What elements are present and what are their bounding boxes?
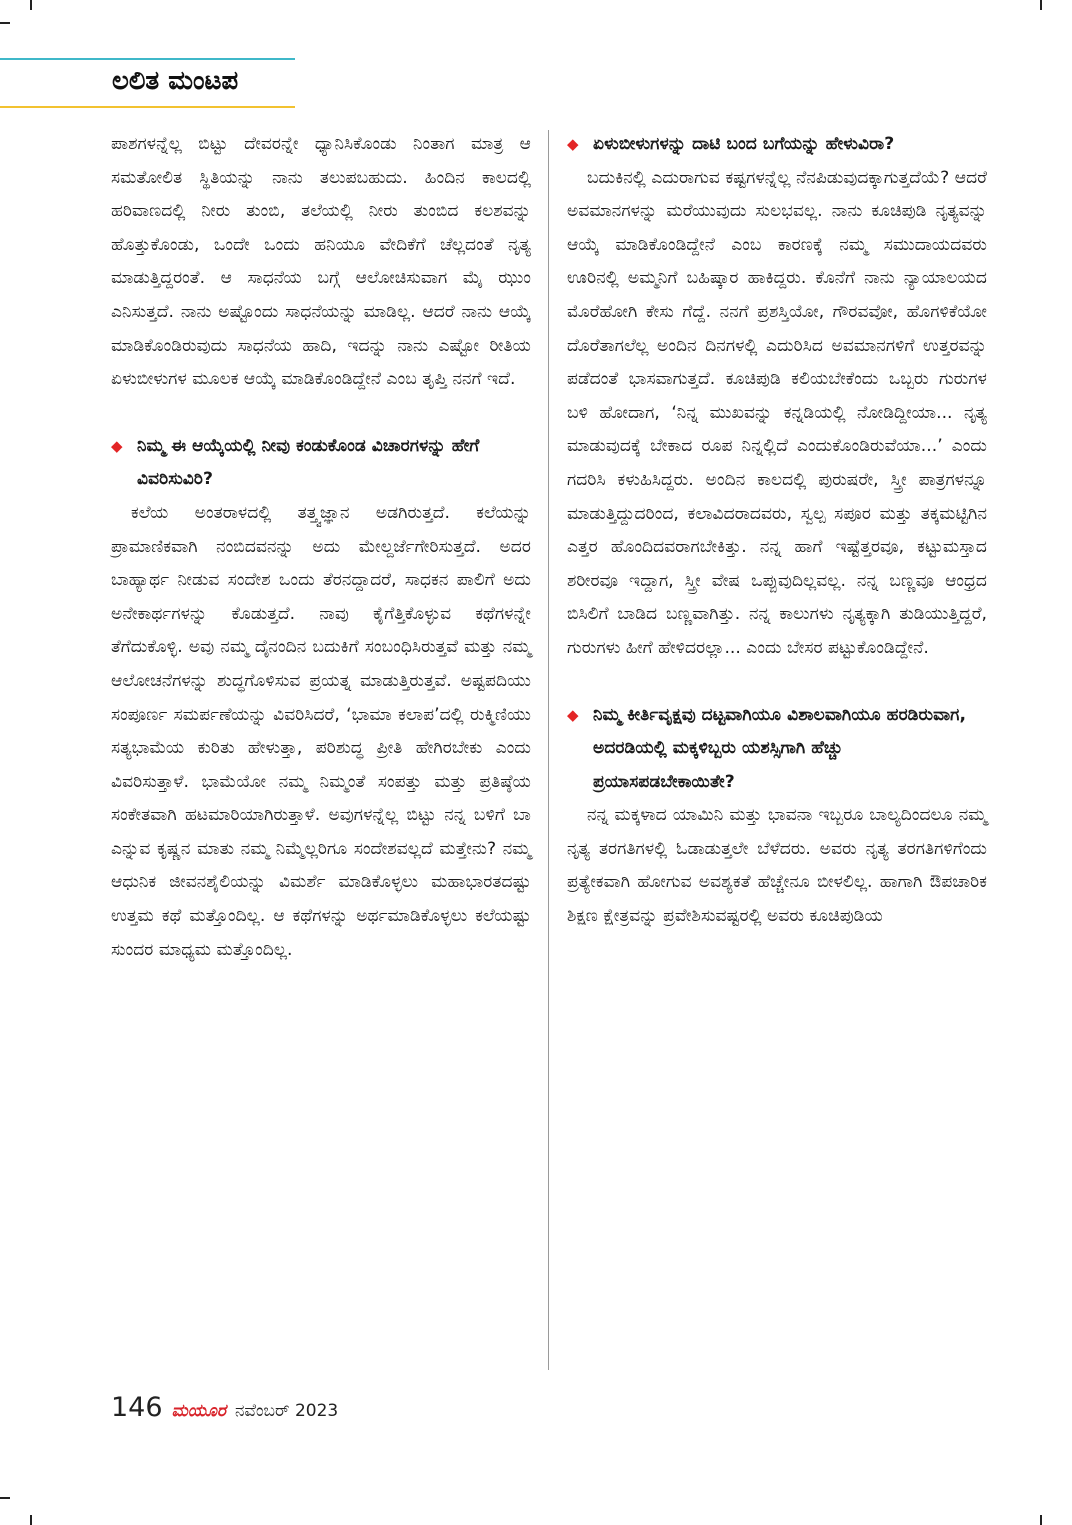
crop-mark — [30, 1515, 32, 1525]
question-text: ನಿಮ್ಮ ಈ ಆಯ್ಕೆಯಲ್ಲಿ ನೀವು ಕಂಡುಕೊಂಡ ವಿಚಾರಗಳನ್ನು ಹೇಗೆ ವಿವರಿಸುವಿರಿ? — [137, 435, 480, 490]
crop-mark — [0, 22, 10, 24]
section-title: ಲಲಿತ ಮಂಟಪ — [112, 66, 239, 96]
page-number: 146 — [111, 1392, 163, 1423]
article-paragraph: ಬದುಕಿನಲ್ಲಿ ಎದುರಾಗುವ ಕಷ್ಟಗಳನ್ನೆಲ್ಲ ನೆನಪಿಡುವುದಕ್ಕಾಗುತ್ತದೆಯೆ? ಆದರೆ ಅವಮಾನಗಳನ್ನು ಮರೆಯುವುದು ಸುಲಭವಲ್ಲ. ನಾನು ಕೂಚಿಪುಡಿ ನೃತ್ಯವನ್ನು ಆಯ್ಕೆ ಮಾಡಿಕೊಂಡಿದ್ದೇನೆ ಎಂಬ ಕಾರಣಕ್ಕೆ ನಮ್ಮ ಸಮುದಾಯದವರು ಊರಿನಲ್ಲಿ ಅಮ್ಮನಿಗೆ ಬಹಿಷ್ಕಾರ ಹಾಕಿದ್ದರು. ಕೊನೆಗೆ ನಾನು ನ್ಯಾಯಾಲಯದ ಮೊರೆಹೋಗಿ ಕೇಸು ಗೆದ್ದೆ. ನನಗೆ ಪ್ರಶಸ್ತಿಯೋ, ಗೌರವವೋ, ಹೊಗಳಿಕೆಯೋ ದೊರೆತಾಗಲೆಲ್ಲ ಅಂದಿನ ದಿನಗಳಲ್ಲಿ ಎದುರಿಸಿದ ಅವಮಾನಗಳಿಗೆ ಉತ್ತರವನ್ನು ಪಡೆದಂತೆ ಭಾಸವಾಗುತ್ತದೆ. ಕೂಚಿಪುಡಿ ಕಲಿಯಬೇಕೆಂದು ಒಬ್ಬರು ಗುರುಗಳ ಬಳಿ ಹೋದಾಗ, ‘ನಿನ್ನ ಮುಖವನ್ನು ಕನ್ನಡಿಯಲ್ಲಿ ನೋಡಿದ್ದೀಯಾ... ನೃತ್ಯ ಮಾಡುವುದಕ್ಕೆ ಬೇಕಾದ ರೂಪ ನಿನ್ನಲ್ಲಿದೆ ಎಂದುಕೊಂಡಿರುವೆಯಾ...’ ಎಂದು ಗದರಿಸಿ ಕಳುಹಿಸಿದ್ದರು. ಅಂದಿನ ಕಾಲದಲ್ಲಿ ಪುರುಷರೇ, ಸ್ತ್ರೀ ಪಾತ್ರಗಳನ್ನೂ ಮಾಡುತ್ತಿದ್ದುದರಿಂದ, ಕಲಾವಿದರಾದವರು, ಸ್ವಲ್ಪ ಸಪೂರ ಮತ್ತು ತಕ್ಕಮಟ್ಟಿಗಿನ ಎತ್ತರ ಹೊಂದಿದವರಾಗಬೇಕಿತ್ತು. ನನ್ನ ಹಾಗೆ ಇಷ್ಟೆತ್ತರವೂ, ಕಟ್ಟುಮಸ್ತಾದ ಶರೀರವೂ ಇದ್ದಾಗ, ಸ್ತ್ರೀ ವೇಷ ಒಪ್ಪುವುದಿಲ್ಲವಲ್ಲ. ನನ್ನ ಬಣ್ಣವೂ ಆಂಧ್ರದ ಬಿಸಿಲಿಗೆ ಬಾಡಿದ ಬಣ್ಣವಾಗಿತ್ತು. ನನ್ನ ಕಾಲುಗಳು ನೃತ್ಯಕ್ಕಾಗಿ ತುಡಿಯುತ್ತಿದ್ದರೆ, ಗುರುಗಳು ಹೀಗೆ ಹೇಳಿದರಲ್ಲಾ... ಎಂದು ಬೇಸರ ಪಟ್ಟುಕೊಂಡಿದ್ದೇನೆ. — [567, 167, 987, 658]
column-divider — [548, 130, 549, 1370]
section-header — [0, 58, 300, 108]
question-text: ಏಳುಬೀಳುಗಳನ್ನು ದಾಟಿ ಬಂದ ಬಗೆಯನ್ನು ಹೇಳುವಿರಾ? — [593, 134, 895, 154]
article-paragraph: ಪಾಶಗಳನ್ನೆಲ್ಲ ಬಿಟ್ಟು ದೇವರನ್ನೇ ಧ್ಯಾನಿಸಿಕೊಂಡು ನಿಂತಾಗ ಮಾತ್ರ ಆ ಸಮತೋಲಿತ ಸ್ಥಿತಿಯನ್ನು ನಾನು ತಲುಪಬಹುದು. ಹಿಂದಿನ ಕಾಲದಲ್ಲಿ ಹರಿವಾಣದಲ್ಲಿ ನೀರು ತುಂಬಿ, ತಲೆಯಲ್ಲಿ ನೀರು ತುಂಬಿದ ಕಲಶವನ್ನು ಹೊತ್ತುಕೊಂಡು, ಒಂದೇ ಒಂದು ಹನಿಯೂ ವೇದಿಕೆಗೆ ಚೆಲ್ಲದಂತೆ ನೃತ್ಯ ಮಾಡುತ್ತಿದ್ದರಂತೆ. ಆ ಸಾಧನೆಯ ಬಗ್ಗೆ ಆಲೋಚಿಸುವಾಗ ಮೈ ಝುಂ ಎನಿಸುತ್ತದೆ. ನಾನು ಅಷ್ಟೊಂದು ಸಾಧನೆಯನ್ನು ಮಾಡಿಲ್ಲ. ಆದರೆ ನಾನು ಆಯ್ಕೆ ಮಾಡಿಕೊಂಡಿರುವುದು ಸಾಧನೆಯ ಹಾದಿ, ಇದನ್ನು ನಾನು ಎಷ್ಟೋ ರೀತಿಯ ಏಳುಬೀಳುಗಳ ಮೂಲಕ ಆಯ್ಕೆ ಮಾಡಿಕೊಂಡಿದ್ದೇನೆ ಎಂಬ ತೃಪ್ತಿ ನನಗೆ ಇದೆ. — [111, 134, 531, 390]
crop-mark — [30, 0, 32, 10]
header-rule-teal — [0, 58, 295, 60]
diamond-bullet-icon: ◆ — [567, 705, 579, 724]
page-footer — [111, 1392, 338, 1432]
interview-question — [567, 128, 987, 162]
interview-question — [111, 430, 531, 497]
interview-question — [567, 699, 987, 800]
crop-mark — [0, 1497, 10, 1499]
left-column — [111, 128, 531, 967]
question-text: ನಿಮ್ಮ ಕೀರ್ತಿವೃಕ್ಷವು ದಟ್ಟವಾಗಿಯೂ ವಿಶಾಲವಾಗಿಯೂ ಹರಡಿರುವಾಗ, ಅದರಡಿಯಲ್ಲಿ ಮಕ್ಕಳಿಬ್ಬರು ಯಶಸ್ಸಿಗಾಗಿ ಹೆಚ್ಚು ಪ್ರಯಾಸಪಡಬೇಕಾಯಿತೇ? — [593, 704, 966, 792]
article-paragraph: ನನ್ನ ಮಕ್ಕಳಾದ ಯಾಮಿನಿ ಮತ್ತು ಭಾವನಾ ಇಬ್ಬರೂ ಬಾಲ್ಯದಿಂದಲೂ ನಮ್ಮ ನೃತ್ಯ ತರಗತಿಗಳಲ್ಲಿ ಓಡಾಡುತ್ತಲೇ ಬೆಳೆದರು. ಅವರು ನೃತ್ಯ ತರಗತಿಗಳಿಗೆಂದು ಪ್ರತ್ಯೇಕವಾಗಿ ಹೋಗುವ ಅವಶ್ಯಕತೆ ಹೆಚ್ಚೇನೂ ಬೀಳಲಿಲ್ಲ. ಹಾಗಾಗಿ ಔಪಚಾರಿಕ ಶಿಕ್ಷಣ ಕ್ಷೇತ್ರವನ್ನು ಪ್ರವೇಶಿಸುವಷ್ಟರಲ್ಲಿ ಅವರು ಕೂಚಿಪುಡಿಯ — [567, 805, 987, 927]
issue-date: ನವೆಂಬರ್ 2023 — [234, 1401, 339, 1421]
article-paragraph: ಕಲೆಯ ಅಂತರಾಳದಲ್ಲಿ ತತ್ತ್ವಜ್ಞಾನ ಅಡಗಿರುತ್ತದೆ. ಕಲೆಯನ್ನು ಪ್ರಾಮಾಣಿಕವಾಗಿ ನಂಬಿದವನನ್ನು ಅದು ಮೇಲ್ದರ್ಜೆಗೇರಿಸುತ್ತದೆ. ಅದರ ಬಾಹ್ಯಾರ್ಥ ನೀಡುವ ಸಂದೇಶ ಒಂದು ತೆರನದ್ದಾದರೆ, ಸಾಧಕನ ಪಾಲಿಗೆ ಅದು ಅನೇಕಾರ್ಥಗಳನ್ನು ಕೊಡುತ್ತದೆ. ನಾವು ಕೈಗೆತ್ತಿಕೊಳ್ಳುವ ಕಥೆಗಳನ್ನೇ ತೆಗೆದುಕೊಳ್ಳಿ. ಅವು ನಮ್ಮ ದೈನಂದಿನ ಬದುಕಿಗೆ ಸಂಬಂಧಿಸಿರುತ್ತವೆ ಮತ್ತು ನಮ್ಮ ಆಲೋಚನೆಗಳನ್ನು ಶುದ್ಧಗೊಳಿಸುವ ಪ್ರಯತ್ನ ಮಾಡುತ್ತಿರುತ್ತವೆ. ಅಷ್ಟಪದಿಯು ಸಂಪೂರ್ಣ ಸಮರ್ಪಣೆಯನ್ನು ವಿವರಿಸಿದರೆ, ‘ಭಾಮಾ ಕಲಾಪ’ದಲ್ಲಿ ರುಕ್ಮಿಣಿಯು ಸತ್ಯಭಾಮೆಯ ಕುರಿತು ಹೇಳುತ್ತಾ, ಪರಿಶುದ್ಧ ಪ್ರೀತಿ ಹೇಗಿರಬೇಕು ಎಂದು ವಿವರಿಸುತ್ತಾಳೆ. ಭಾಮೆಯೋ ನಮ್ಮ ನಿಮ್ಮಂತೆ ಸಂಪತ್ತು ಮತ್ತು ಪ್ರತಿಷ್ಠೆಯ ಸಂಕೇತವಾಗಿ ಹಟಮಾರಿಯಾಗಿರುತ್ತಾಳೆ. ಅವುಗಳನ್ನೆಲ್ಲ ಬಿಟ್ಟು ನನ್ನ ಬಳಿಗೆ ಬಾ ಎನ್ನುವ ಕೃಷ್ಣನ ಮಾತು ನಮ್ಮ ನಿಮ್ಮೆಲ್ಲರಿಗೂ ಸಂದೇಶವಲ್ಲದೆ ಮತ್ತೇನು? ನಮ್ಮ ಆಧುನಿಕ ಜೀವನಶೈಲಿಯನ್ನು ವಿಮರ್ಶೆ ಮಾಡಿಕೊಳ್ಳಲು ಮಹಾಭಾರತದಷ್ಟು ಉತ್ತಮ ಕಥೆ ಮತ್ತೊಂದಿಲ್ಲ. ಆ ಕಥೆಗಳನ್ನು ಅರ್ಥಮಾಡಿಕೊಳ್ಳಲು ಕಲೆಯಷ್ಟು ಸುಂದರ ಮಾಧ್ಯಮ ಮತ್ತೊಂದಿಲ್ಲ. — [111, 502, 531, 960]
diamond-bullet-icon: ◆ — [111, 436, 123, 455]
header-rule-yellow — [0, 106, 295, 108]
diamond-bullet-icon: ◆ — [567, 135, 579, 153]
crop-mark — [1040, 0, 1042, 10]
magazine-logo: ಮಯೂರ — [171, 1401, 226, 1421]
crop-mark — [1040, 1515, 1042, 1525]
right-column — [567, 128, 987, 934]
